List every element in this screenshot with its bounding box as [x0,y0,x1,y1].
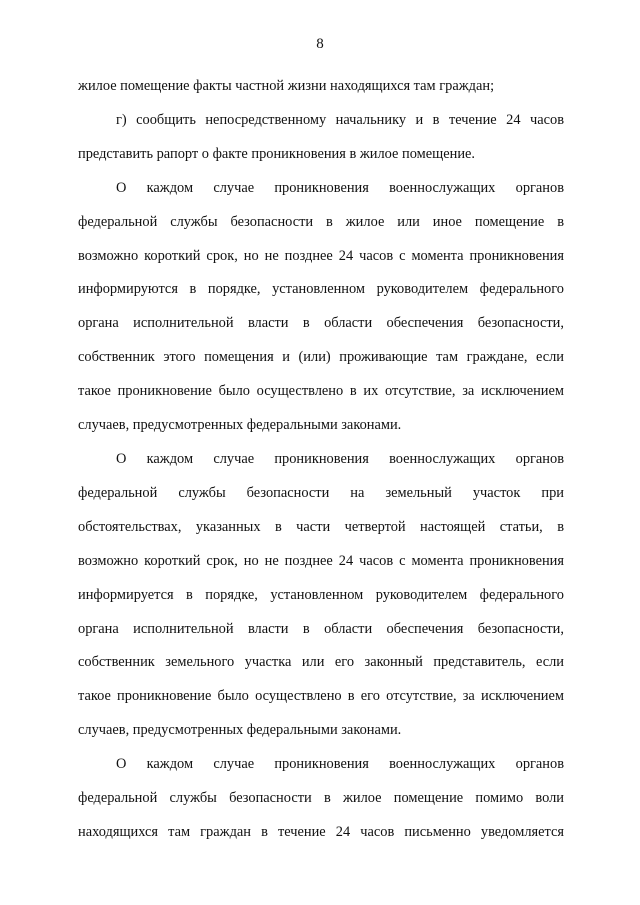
text-line: такое проникновение было осуществлено в его отсутствие, за исключением [78,688,564,705]
paragraph-4 [78,443,564,748]
text-line: представить рапорт о факте проникновения в жилое помещение. [78,145,476,162]
text-line: О каждом случае проникновения военнослужащих органов [116,450,564,467]
document-body [78,70,564,850]
text-line: находящихся там граждан в течение 24 часов письменно уведомляется [78,823,564,840]
paragraph-2 [78,104,564,172]
text-line: случаев, предусмотренных федеральными законами. [78,417,402,434]
text-line: случаев, предусмотренных федеральными законами. [78,722,402,739]
text-line: г) сообщить непосредственному начальнику и в течение 24 часов [116,111,564,128]
text-line: информируются в порядке, установленном руководителем федерального [78,281,564,298]
paragraph-3 [78,172,564,443]
text-line: собственник земельного участка или его законный представитель, если [78,654,564,671]
paragraph-5 [78,748,564,850]
text-line: федеральной службы безопасности в жилое или иное помещение в [78,213,564,230]
text-line: О каждом случае проникновения военнослужащих органов [116,179,564,196]
text-line: органа исполнительной власти в области обеспечения безопасности, [78,315,564,332]
text-line: федеральной службы безопасности в жилое помещение помимо воли [78,790,564,807]
text-line: возможно короткий срок, но не позднее 24 часов с момента проникновения [78,247,564,264]
text-line: обстоятельствах, указанных в части четвертой настоящей статьи, в [78,518,564,535]
text-line: собственник этого помещения и (или) проживающие там граждане, если [78,349,564,366]
text-line: федеральной службы безопасности на земельный участок при [78,484,564,501]
text-line: возможно короткий срок, но не позднее 24 часов с момента проникновения [78,552,564,569]
text-line: такое проникновение было осуществлено в их отсутствие, за исключением [78,383,564,400]
paragraph-1 [78,70,564,104]
page-number: 8 [316,36,324,52]
text-line: органа исполнительной власти в области обеспечения безопасности, [78,620,564,637]
text-line: жилое помещение факты частной жизни находящихся там граждан; [78,78,495,94]
text-line: информируется в порядке, установленном руководителем федерального [78,586,564,603]
text-line: О каждом случае проникновения военнослужащих органов [116,756,564,773]
